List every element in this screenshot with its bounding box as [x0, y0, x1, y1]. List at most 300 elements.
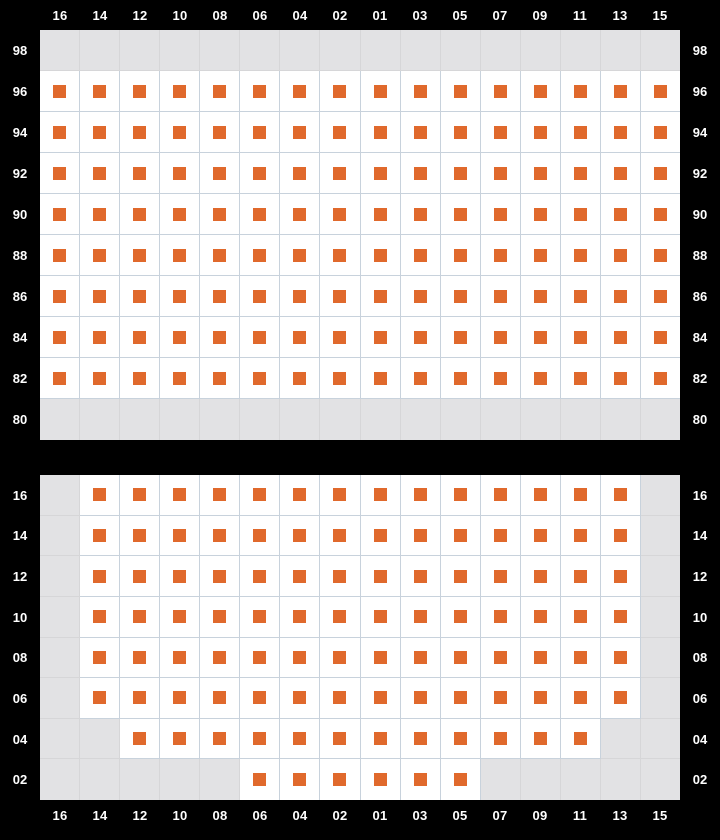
seat-cell[interactable]: [401, 358, 441, 399]
seat-marker[interactable]: [534, 691, 547, 704]
seat-marker[interactable]: [53, 372, 66, 385]
seat-marker[interactable]: [454, 331, 467, 344]
seat-cell[interactable]: [240, 678, 280, 719]
seat-marker[interactable]: [133, 610, 146, 623]
seat-marker[interactable]: [133, 126, 146, 139]
seat-cell[interactable]: [160, 597, 200, 638]
seat-marker[interactable]: [93, 167, 106, 180]
seat-cell[interactable]: [561, 556, 601, 597]
seat-marker[interactable]: [374, 249, 387, 262]
seat-cell[interactable]: [361, 597, 401, 638]
seat-marker[interactable]: [614, 488, 627, 501]
seat-marker[interactable]: [534, 570, 547, 583]
seat-marker[interactable]: [333, 126, 346, 139]
seat-cell[interactable]: [240, 638, 280, 679]
seat-marker[interactable]: [333, 651, 346, 664]
seat-cell[interactable]: [521, 475, 561, 516]
seat-marker[interactable]: [374, 331, 387, 344]
seat-marker[interactable]: [213, 85, 226, 98]
seat-marker[interactable]: [213, 249, 226, 262]
seat-marker[interactable]: [614, 331, 627, 344]
seat-cell[interactable]: [401, 194, 441, 235]
seat-cell[interactable]: [280, 556, 320, 597]
seat-marker[interactable]: [454, 372, 467, 385]
seat-marker[interactable]: [494, 651, 507, 664]
seat-marker[interactable]: [454, 290, 467, 303]
seat-cell[interactable]: [240, 475, 280, 516]
seat-cell[interactable]: [280, 719, 320, 760]
seat-cell[interactable]: [120, 556, 160, 597]
seat-marker[interactable]: [333, 167, 346, 180]
seat-cell[interactable]: [361, 317, 401, 358]
seat-cell[interactable]: [40, 153, 80, 194]
seat-marker[interactable]: [534, 732, 547, 745]
seat-cell[interactable]: [280, 475, 320, 516]
seat-marker[interactable]: [454, 651, 467, 664]
seat-marker[interactable]: [574, 331, 587, 344]
seat-marker[interactable]: [414, 610, 427, 623]
seat-cell[interactable]: [240, 597, 280, 638]
seat-cell[interactable]: [521, 358, 561, 399]
seat-cell[interactable]: [441, 71, 481, 112]
seat-cell[interactable]: [561, 358, 601, 399]
seat-marker[interactable]: [574, 249, 587, 262]
seat-cell[interactable]: [80, 475, 120, 516]
seat-marker[interactable]: [253, 208, 266, 221]
seat-cell[interactable]: [521, 71, 561, 112]
seat-cell[interactable]: [40, 112, 80, 153]
seat-marker[interactable]: [374, 732, 387, 745]
seat-marker[interactable]: [414, 331, 427, 344]
seat-marker[interactable]: [494, 610, 507, 623]
seat-cell[interactable]: [521, 276, 561, 317]
seat-marker[interactable]: [173, 610, 186, 623]
seat-marker[interactable]: [253, 773, 266, 786]
seat-cell[interactable]: [160, 276, 200, 317]
seat-cell[interactable]: [521, 317, 561, 358]
seat-marker[interactable]: [654, 290, 667, 303]
seat-marker[interactable]: [574, 167, 587, 180]
seat-cell[interactable]: [601, 358, 641, 399]
seat-cell[interactable]: [40, 194, 80, 235]
seat-cell[interactable]: [441, 235, 481, 276]
seat-marker[interactable]: [494, 372, 507, 385]
seat-marker[interactable]: [374, 126, 387, 139]
seat-marker[interactable]: [173, 208, 186, 221]
seat-marker[interactable]: [293, 208, 306, 221]
seat-marker[interactable]: [53, 126, 66, 139]
seat-cell[interactable]: [280, 153, 320, 194]
seat-cell[interactable]: [240, 194, 280, 235]
seat-marker[interactable]: [293, 167, 306, 180]
seat-marker[interactable]: [374, 488, 387, 501]
seat-marker[interactable]: [494, 331, 507, 344]
seat-cell[interactable]: [441, 597, 481, 638]
seat-marker[interactable]: [133, 167, 146, 180]
seat-cell[interactable]: [641, 194, 680, 235]
seat-cell[interactable]: [280, 516, 320, 557]
seat-cell[interactable]: [80, 153, 120, 194]
seat-marker[interactable]: [574, 651, 587, 664]
seat-marker[interactable]: [293, 488, 306, 501]
seat-cell[interactable]: [441, 194, 481, 235]
seat-marker[interactable]: [614, 610, 627, 623]
seat-marker[interactable]: [333, 610, 346, 623]
seat-marker[interactable]: [173, 570, 186, 583]
seat-marker[interactable]: [414, 488, 427, 501]
seat-grid-upper[interactable]: [40, 30, 680, 440]
seat-marker[interactable]: [574, 732, 587, 745]
seat-marker[interactable]: [173, 651, 186, 664]
seat-marker[interactable]: [454, 167, 467, 180]
seat-cell[interactable]: [120, 153, 160, 194]
seat-cell[interactable]: [481, 235, 521, 276]
seat-marker[interactable]: [173, 529, 186, 542]
seat-marker[interactable]: [213, 529, 226, 542]
seat-cell[interactable]: [481, 638, 521, 679]
seat-marker[interactable]: [494, 691, 507, 704]
seat-cell[interactable]: [361, 194, 401, 235]
seat-cell[interactable]: [80, 556, 120, 597]
seat-marker[interactable]: [333, 488, 346, 501]
seat-marker[interactable]: [293, 691, 306, 704]
seat-marker[interactable]: [93, 372, 106, 385]
seat-marker[interactable]: [293, 249, 306, 262]
seat-marker[interactable]: [574, 126, 587, 139]
seat-cell[interactable]: [280, 71, 320, 112]
seat-cell[interactable]: [361, 556, 401, 597]
seat-marker[interactable]: [494, 167, 507, 180]
seat-cell[interactable]: [160, 358, 200, 399]
seat-marker[interactable]: [454, 570, 467, 583]
seat-cell[interactable]: [601, 194, 641, 235]
seat-cell[interactable]: [481, 597, 521, 638]
seat-cell[interactable]: [481, 276, 521, 317]
seat-cell[interactable]: [641, 317, 680, 358]
seat-marker[interactable]: [654, 372, 667, 385]
seat-cell[interactable]: [521, 153, 561, 194]
seat-marker[interactable]: [534, 208, 547, 221]
seat-cell[interactable]: [200, 638, 240, 679]
seat-marker[interactable]: [293, 290, 306, 303]
seat-cell[interactable]: [120, 276, 160, 317]
seat-cell[interactable]: [80, 276, 120, 317]
seat-marker[interactable]: [414, 290, 427, 303]
seat-cell[interactable]: [200, 276, 240, 317]
seat-cell[interactable]: [280, 597, 320, 638]
seat-marker[interactable]: [93, 570, 106, 583]
seat-cell[interactable]: [401, 759, 441, 800]
seat-cell[interactable]: [521, 112, 561, 153]
seat-cell[interactable]: [240, 276, 280, 317]
seat-cell[interactable]: [441, 759, 481, 800]
seat-marker[interactable]: [494, 85, 507, 98]
seat-marker[interactable]: [614, 290, 627, 303]
seat-cell[interactable]: [200, 556, 240, 597]
seat-cell[interactable]: [320, 71, 360, 112]
seat-cell[interactable]: [481, 194, 521, 235]
seat-cell[interactable]: [361, 759, 401, 800]
seat-marker[interactable]: [414, 167, 427, 180]
seat-cell[interactable]: [120, 719, 160, 760]
seat-marker[interactable]: [133, 290, 146, 303]
seat-cell[interactable]: [601, 317, 641, 358]
seat-cell[interactable]: [160, 638, 200, 679]
seat-cell[interactable]: [641, 112, 680, 153]
seat-cell[interactable]: [200, 194, 240, 235]
seat-marker[interactable]: [253, 691, 266, 704]
seat-cell[interactable]: [441, 317, 481, 358]
seat-cell[interactable]: [521, 556, 561, 597]
seat-marker[interactable]: [414, 570, 427, 583]
seat-marker[interactable]: [574, 691, 587, 704]
seat-marker[interactable]: [494, 290, 507, 303]
seat-cell[interactable]: [601, 475, 641, 516]
seat-marker[interactable]: [414, 651, 427, 664]
seat-marker[interactable]: [293, 372, 306, 385]
seat-marker[interactable]: [454, 249, 467, 262]
seat-cell[interactable]: [601, 71, 641, 112]
seat-cell[interactable]: [401, 235, 441, 276]
seat-cell[interactable]: [641, 358, 680, 399]
seat-cell[interactable]: [601, 678, 641, 719]
seat-marker[interactable]: [133, 331, 146, 344]
seat-cell[interactable]: [561, 235, 601, 276]
seat-cell[interactable]: [401, 678, 441, 719]
seat-cell[interactable]: [561, 719, 601, 760]
seat-marker[interactable]: [333, 732, 346, 745]
seat-cell[interactable]: [80, 638, 120, 679]
seat-marker[interactable]: [213, 732, 226, 745]
seat-marker[interactable]: [213, 290, 226, 303]
seat-marker[interactable]: [494, 488, 507, 501]
seat-cell[interactable]: [240, 358, 280, 399]
seat-cell[interactable]: [40, 235, 80, 276]
seat-marker[interactable]: [454, 773, 467, 786]
seat-cell[interactable]: [80, 358, 120, 399]
seat-cell[interactable]: [641, 276, 680, 317]
seat-cell[interactable]: [80, 678, 120, 719]
seat-marker[interactable]: [133, 651, 146, 664]
seat-cell[interactable]: [561, 153, 601, 194]
seat-cell[interactable]: [320, 112, 360, 153]
seat-cell[interactable]: [240, 153, 280, 194]
seat-marker[interactable]: [253, 529, 266, 542]
seat-marker[interactable]: [494, 732, 507, 745]
seat-marker[interactable]: [93, 610, 106, 623]
seat-marker[interactable]: [574, 208, 587, 221]
seat-cell[interactable]: [441, 638, 481, 679]
seat-cell[interactable]: [561, 276, 601, 317]
seat-marker[interactable]: [654, 126, 667, 139]
seat-cell[interactable]: [601, 597, 641, 638]
seat-marker[interactable]: [253, 167, 266, 180]
seat-cell[interactable]: [120, 475, 160, 516]
seat-marker[interactable]: [654, 249, 667, 262]
seat-marker[interactable]: [253, 126, 266, 139]
seat-cell[interactable]: [401, 112, 441, 153]
seat-marker[interactable]: [534, 167, 547, 180]
seat-marker[interactable]: [494, 570, 507, 583]
seat-cell[interactable]: [601, 638, 641, 679]
seat-cell[interactable]: [641, 235, 680, 276]
seat-marker[interactable]: [374, 167, 387, 180]
seat-marker[interactable]: [454, 208, 467, 221]
seat-marker[interactable]: [534, 651, 547, 664]
seat-marker[interactable]: [333, 570, 346, 583]
seat-cell[interactable]: [80, 112, 120, 153]
seat-cell[interactable]: [40, 358, 80, 399]
seat-marker[interactable]: [414, 691, 427, 704]
seat-cell[interactable]: [240, 556, 280, 597]
seat-marker[interactable]: [414, 85, 427, 98]
seat-cell[interactable]: [160, 194, 200, 235]
seat-cell[interactable]: [441, 475, 481, 516]
seat-marker[interactable]: [293, 610, 306, 623]
seat-cell[interactable]: [521, 194, 561, 235]
seat-marker[interactable]: [53, 167, 66, 180]
seat-marker[interactable]: [133, 570, 146, 583]
seat-marker[interactable]: [534, 249, 547, 262]
seat-marker[interactable]: [253, 372, 266, 385]
seat-cell[interactable]: [361, 638, 401, 679]
seat-cell[interactable]: [120, 678, 160, 719]
seat-cell[interactable]: [361, 516, 401, 557]
seat-marker[interactable]: [574, 85, 587, 98]
seat-cell[interactable]: [320, 317, 360, 358]
seat-cell[interactable]: [40, 71, 80, 112]
seat-cell[interactable]: [320, 759, 360, 800]
seat-cell[interactable]: [521, 516, 561, 557]
seat-cell[interactable]: [561, 597, 601, 638]
seat-cell[interactable]: [320, 597, 360, 638]
seat-cell[interactable]: [240, 759, 280, 800]
seat-marker[interactable]: [253, 85, 266, 98]
seat-cell[interactable]: [160, 719, 200, 760]
seat-marker[interactable]: [173, 372, 186, 385]
seat-cell[interactable]: [280, 235, 320, 276]
seat-marker[interactable]: [333, 773, 346, 786]
seat-marker[interactable]: [454, 85, 467, 98]
seat-marker[interactable]: [53, 249, 66, 262]
seat-cell[interactable]: [200, 112, 240, 153]
seat-marker[interactable]: [133, 529, 146, 542]
seat-cell[interactable]: [160, 475, 200, 516]
seat-cell[interactable]: [601, 276, 641, 317]
seat-marker[interactable]: [614, 85, 627, 98]
seat-cell[interactable]: [320, 358, 360, 399]
seat-marker[interactable]: [173, 290, 186, 303]
seat-marker[interactable]: [333, 529, 346, 542]
seat-cell[interactable]: [401, 719, 441, 760]
seat-marker[interactable]: [93, 208, 106, 221]
seat-marker[interactable]: [213, 372, 226, 385]
seat-marker[interactable]: [253, 610, 266, 623]
seat-cell[interactable]: [361, 475, 401, 516]
seat-marker[interactable]: [333, 691, 346, 704]
seat-cell[interactable]: [120, 112, 160, 153]
seat-marker[interactable]: [333, 372, 346, 385]
seat-cell[interactable]: [320, 153, 360, 194]
seat-cell[interactable]: [240, 516, 280, 557]
seat-marker[interactable]: [253, 290, 266, 303]
seat-marker[interactable]: [494, 208, 507, 221]
seat-marker[interactable]: [173, 691, 186, 704]
seat-cell[interactable]: [441, 678, 481, 719]
seat-cell[interactable]: [320, 194, 360, 235]
seat-marker[interactable]: [454, 732, 467, 745]
seat-marker[interactable]: [614, 529, 627, 542]
seat-marker[interactable]: [333, 290, 346, 303]
seat-marker[interactable]: [53, 208, 66, 221]
seat-marker[interactable]: [574, 290, 587, 303]
seat-marker[interactable]: [53, 331, 66, 344]
seat-marker[interactable]: [374, 570, 387, 583]
seat-cell[interactable]: [200, 475, 240, 516]
seat-marker[interactable]: [374, 651, 387, 664]
seat-cell[interactable]: [200, 317, 240, 358]
seat-cell[interactable]: [280, 678, 320, 719]
seat-marker[interactable]: [534, 290, 547, 303]
seat-cell[interactable]: [240, 71, 280, 112]
seat-cell[interactable]: [441, 358, 481, 399]
seat-cell[interactable]: [481, 516, 521, 557]
seat-marker[interactable]: [213, 488, 226, 501]
seat-marker[interactable]: [374, 85, 387, 98]
seat-marker[interactable]: [614, 126, 627, 139]
seat-marker[interactable]: [574, 529, 587, 542]
seat-marker[interactable]: [333, 249, 346, 262]
seat-marker[interactable]: [133, 249, 146, 262]
seat-marker[interactable]: [93, 529, 106, 542]
seat-cell[interactable]: [601, 516, 641, 557]
seat-cell[interactable]: [80, 317, 120, 358]
seat-cell[interactable]: [40, 276, 80, 317]
seat-cell[interactable]: [80, 194, 120, 235]
seat-cell[interactable]: [561, 317, 601, 358]
seat-marker[interactable]: [253, 488, 266, 501]
seat-marker[interactable]: [293, 529, 306, 542]
seat-cell[interactable]: [120, 71, 160, 112]
seat-marker[interactable]: [654, 208, 667, 221]
seat-cell[interactable]: [481, 358, 521, 399]
seat-cell[interactable]: [601, 235, 641, 276]
seat-cell[interactable]: [200, 153, 240, 194]
seat-grid-lower[interactable]: [40, 475, 680, 800]
seat-cell[interactable]: [200, 719, 240, 760]
seat-marker[interactable]: [93, 85, 106, 98]
seat-marker[interactable]: [213, 570, 226, 583]
seat-marker[interactable]: [173, 126, 186, 139]
seat-cell[interactable]: [561, 475, 601, 516]
seat-cell[interactable]: [160, 153, 200, 194]
seat-cell[interactable]: [401, 638, 441, 679]
seat-cell[interactable]: [641, 71, 680, 112]
seat-marker[interactable]: [173, 249, 186, 262]
seat-marker[interactable]: [93, 126, 106, 139]
seat-marker[interactable]: [534, 126, 547, 139]
seat-cell[interactable]: [601, 556, 641, 597]
seat-cell[interactable]: [481, 678, 521, 719]
seat-marker[interactable]: [414, 732, 427, 745]
seat-marker[interactable]: [93, 651, 106, 664]
seat-cell[interactable]: [240, 719, 280, 760]
seat-cell[interactable]: [521, 235, 561, 276]
seat-cell[interactable]: [80, 516, 120, 557]
seat-cell[interactable]: [521, 597, 561, 638]
seat-cell[interactable]: [401, 317, 441, 358]
seat-cell[interactable]: [240, 317, 280, 358]
